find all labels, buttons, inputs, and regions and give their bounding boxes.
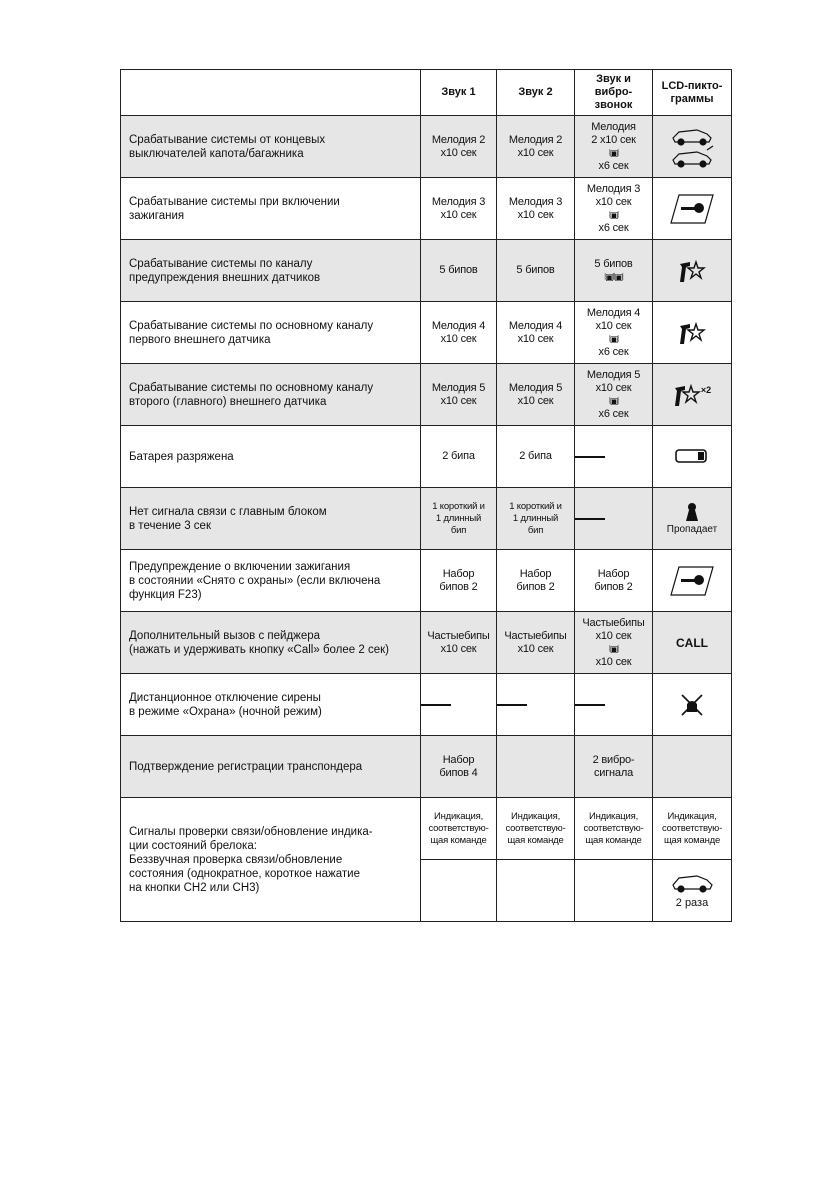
vibro-cell: Мелодия 2 x10 сек ⦚▣⦚ x6 сек: [575, 116, 653, 178]
lcd-cell: [653, 426, 732, 488]
vibro-cell: [575, 426, 653, 488]
row-description: Дополнительный вызов с пейджера (нажать и удерживать кнопку «Call» более 2 сек): [121, 612, 421, 674]
sound2-cell: Мелодия 4 x10 сек: [497, 302, 575, 364]
table-row: [121, 488, 732, 550]
ignition-key-icon: [669, 193, 715, 225]
row-description: Дистанционное отключение сирены в режиме «Охрана» (ночной режим): [121, 674, 421, 736]
row-description: Нет сигнала связи с главным блоком в течение 3 сек: [121, 488, 421, 550]
keyhole-icon: [685, 502, 699, 522]
lcd-cell: [653, 736, 732, 798]
vibration-icon: ⦚▣⦚: [608, 333, 619, 344]
sensor-hammer-x2-icon: [673, 382, 701, 408]
dash-mark: [575, 704, 605, 706]
signal-table: [120, 69, 732, 922]
header-lcd: LCD-пикто- граммы: [653, 70, 732, 116]
header-sound1: Звук 1: [421, 70, 497, 116]
sound1-cell: Мелодия 2 x10 сек: [421, 116, 497, 178]
table-row: [121, 364, 732, 426]
car-icon: [669, 873, 715, 895]
lcd-cell: Индикация, соответствую- щая команде: [653, 798, 732, 860]
vibro-cell: Мелодия 5 x10 сек ⦚▣⦚ x6 сек: [575, 364, 653, 426]
row-description: Срабатывание системы по основному каналу второго (главного) внешнего датчика: [121, 364, 421, 426]
sound1-cell: Набор бипов 2: [421, 550, 497, 612]
row-description: Срабатывание системы по каналу предупреждения внешних датчиков: [121, 240, 421, 302]
lcd-cell: [653, 674, 732, 736]
sound1-cell: Мелодия 4 x10 сек: [421, 302, 497, 364]
dash-mark: [421, 704, 451, 706]
lcd-cell: [653, 550, 732, 612]
sound2-cell: Мелодия 3 x10 сек: [497, 178, 575, 240]
header-sound2: Звук 2: [497, 70, 575, 116]
sound2-cell: [497, 674, 575, 736]
table-row: [121, 674, 732, 736]
sound2-cell: Набор бипов 2: [497, 550, 575, 612]
dash-mark: [575, 518, 605, 520]
sound1-cell: [421, 674, 497, 736]
sound1-cell: 2 бипа: [421, 426, 497, 488]
lcd-cell: [653, 860, 732, 922]
sound1-cell: Набор бипов 4: [421, 736, 497, 798]
lcd-cell: [653, 116, 732, 178]
vibro-cell: Индикация, соответствую- щая команде: [575, 798, 653, 860]
vibration-icon: ⦚▣⦚⦚▣⦚: [604, 271, 623, 282]
sound1-cell: 1 короткий и 1 длинный бип: [421, 488, 497, 550]
table-row: [121, 550, 732, 612]
table-row: [121, 798, 732, 860]
vibro-cell: 2 вибро- сигнала: [575, 736, 653, 798]
lcd-cell: [653, 488, 732, 550]
lcd-cell: [653, 364, 732, 426]
vibration-icon: ⦚▣⦚: [608, 395, 619, 406]
vibro-cell: Мелодия 4 x10 сек ⦚▣⦚ x6 сек: [575, 302, 653, 364]
sound1-cell: Мелодия 3 x10 сек: [421, 178, 497, 240]
sensor-hammer-icon: [678, 320, 706, 346]
lcd-cell: [653, 612, 732, 674]
ignition-key-icon: [669, 565, 715, 597]
sound2-cell: Мелодия 2 x10 сек: [497, 116, 575, 178]
row-description: Срабатывание системы по основному каналу первого внешнего датчика: [121, 302, 421, 364]
vibro-cell: Частыебипы x10 сек ⦚▣⦚ x10 сек: [575, 612, 653, 674]
table-row: [121, 736, 732, 798]
sound1-cell: Мелодия 5 x10 сек: [421, 364, 497, 426]
header-event: [121, 70, 421, 116]
dash-mark: [575, 456, 605, 458]
vibration-icon: ⦚▣⦚: [608, 147, 619, 158]
sound2-cell: Частыебипы x10 сек: [497, 612, 575, 674]
lcd-cell: [653, 240, 732, 302]
sound1-cell: 5 бипов: [421, 240, 497, 302]
vibro-cell: [575, 860, 653, 922]
table-row: [121, 426, 732, 488]
sensor-hammer-icon: [678, 258, 706, 284]
row-description: Предупреждение о включении зажигания в состоянии «Снято с охраны» (если включена функция F23): [121, 550, 421, 612]
table-row: [121, 240, 732, 302]
table-row: [121, 178, 732, 240]
vibration-icon: ⦚▣⦚: [608, 643, 619, 654]
sound2-cell: 1 короткий и 1 длинный бип: [497, 488, 575, 550]
sound2-cell: Индикация, соответствую- щая команде: [497, 798, 575, 860]
lcd-cell: [653, 178, 732, 240]
vibro-cell: Набор бипов 2: [575, 550, 653, 612]
row-description: Срабатывание системы от концевых выключателей капота/багажника: [121, 116, 421, 178]
row-description: Подтверждение регистрации транспондера: [121, 736, 421, 798]
dash-mark: [497, 704, 527, 706]
vibro-cell: [575, 674, 653, 736]
lcd-caption: Пропадает: [666, 524, 718, 535]
siren-off-icon: [679, 692, 705, 718]
sound2-cell: [497, 860, 575, 922]
call-label: CALL: [676, 635, 708, 650]
multiplier-label: ×2: [700, 384, 712, 395]
header-vibro: Звук и вибро- звонок: [575, 70, 653, 116]
sound2-cell: Мелодия 5 x10 сек: [497, 364, 575, 426]
lcd-cell: [653, 302, 732, 364]
sound1-cell: [421, 860, 497, 922]
vibro-cell: [575, 488, 653, 550]
table-row: [121, 302, 732, 364]
row-description: Батарея разряжена: [121, 426, 421, 488]
sound1-cell: Индикация, соответствую- щая команде: [421, 798, 497, 860]
vibro-cell: Мелодия 3 x10 сек ⦚▣⦚ x6 сек: [575, 178, 653, 240]
row-description: Срабатывание системы при включении зажигания: [121, 178, 421, 240]
vibro-cell: 5 бипов ⦚▣⦚⦚▣⦚: [575, 240, 653, 302]
sound2-cell: 2 бипа: [497, 426, 575, 488]
lcd-caption: 2 раза: [675, 896, 709, 909]
sound1-cell: Частыебипы x10 сек: [421, 612, 497, 674]
row-description: Сигналы проверки связи/обновление индика- ции состояний брелока: Беззвучная проверка связи/обновление состояния (однократное, короткое нажатие на кнопки CH2 или CH3): [121, 798, 421, 922]
table-row: [121, 116, 732, 178]
table-row: [121, 612, 732, 674]
car-hood-trunk-icon: [669, 124, 715, 170]
sound2-cell: [497, 736, 575, 798]
battery-low-icon: [674, 448, 710, 464]
vibration-icon: ⦚▣⦚: [608, 209, 619, 220]
sound2-cell: 5 бипов: [497, 240, 575, 302]
